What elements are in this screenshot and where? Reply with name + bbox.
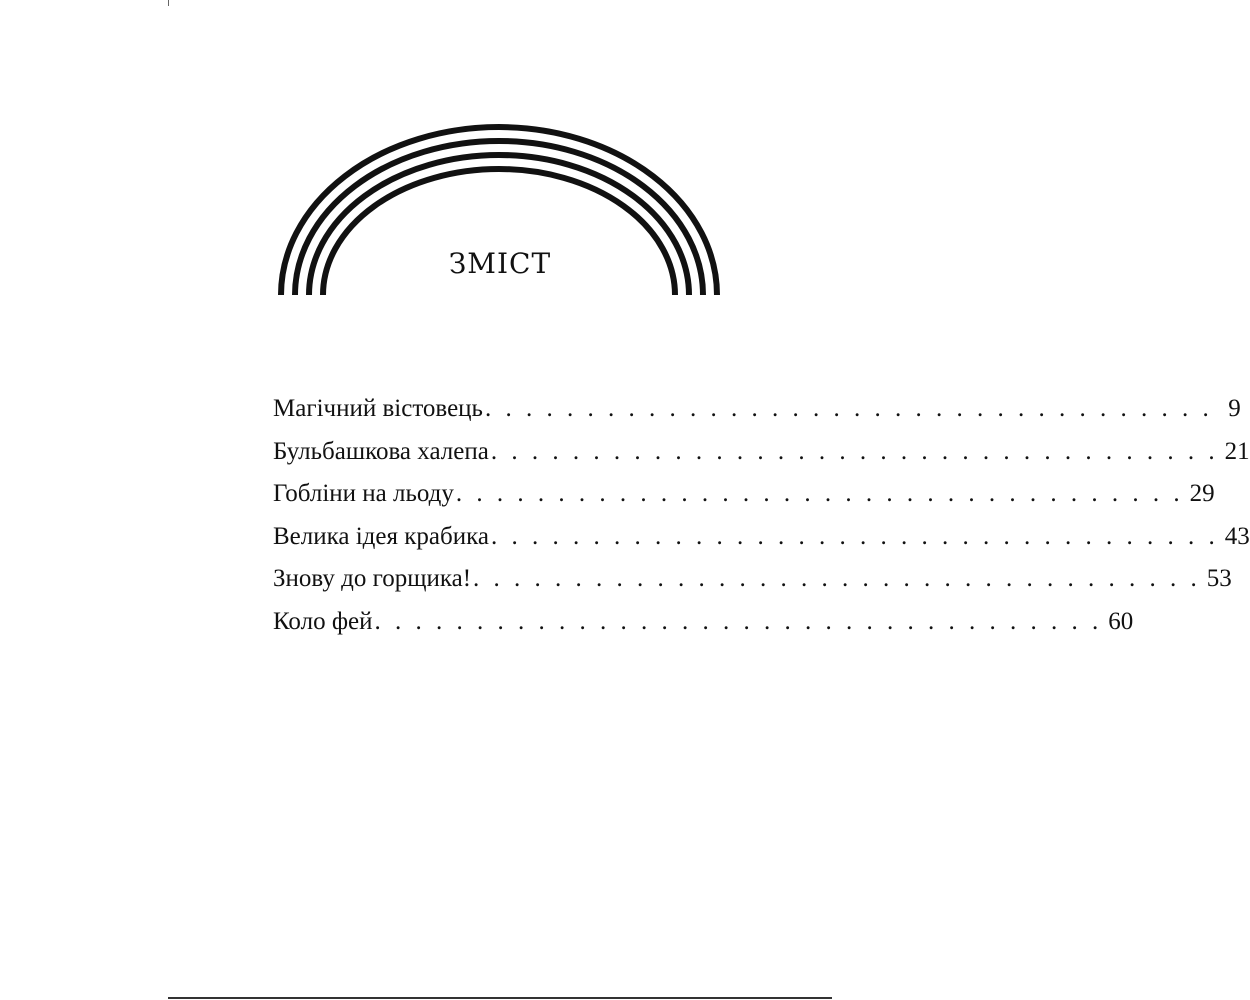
chapter-title: Гобліни на льоду (273, 480, 454, 507)
dot-leader: . . . . . . . . . . . . . . . . . . . . . . . . . . . . . . . . . . . . (455, 480, 1184, 507)
toc-entry[interactable] (273, 516, 1250, 559)
chapter-title: Знову до горщика! (273, 565, 472, 592)
table-of-contents (273, 388, 1250, 643)
toc-entry[interactable] (273, 388, 1241, 431)
toc-entry[interactable] (273, 558, 1232, 601)
page-title: ЗМІСТ (448, 247, 552, 280)
page-number: 21 (1224, 437, 1250, 465)
page-number: 53 (1206, 565, 1232, 592)
page-number: 29 (1189, 480, 1215, 507)
page-number: 9 (1228, 395, 1241, 422)
chapter-title: Магічний вістовець (273, 395, 483, 422)
toc-entry[interactable] (273, 431, 1250, 474)
crop-mark (168, 0, 169, 6)
page-number: 60 (1108, 607, 1134, 635)
page-edge-line (168, 997, 832, 999)
toc-entry[interactable] (273, 601, 1134, 644)
chapter-title: Бульбашкова халепа (273, 437, 489, 465)
toc-entry[interactable] (273, 473, 1215, 516)
dot-leader: . . . . . . . . . . . . . . . . . . . . . . . . . . . . . . . . . . . . (473, 565, 1201, 592)
dot-leader: . . . . . . . . . . . . . . . . . . . . . . . . . . . . . . . . . . . . (490, 437, 1219, 465)
chapter-title: Коло фей (273, 607, 373, 635)
dot-leader: . . . . . . . . . . . . . . . . . . . . . . . . . . . . . . . . . . . . (484, 395, 1213, 422)
page-number: 43 (1224, 522, 1250, 550)
chapter-title: Велика ідея крабика (273, 522, 489, 550)
dot-leader: . . . . . . . . . . . . . . . . . . . . . . . . . . . . . . . . . . . . (490, 522, 1219, 550)
dot-leader: . . . . . . . . . . . . . . . . . . . . . . . . . . . . . . . . . . . . (374, 607, 1103, 635)
